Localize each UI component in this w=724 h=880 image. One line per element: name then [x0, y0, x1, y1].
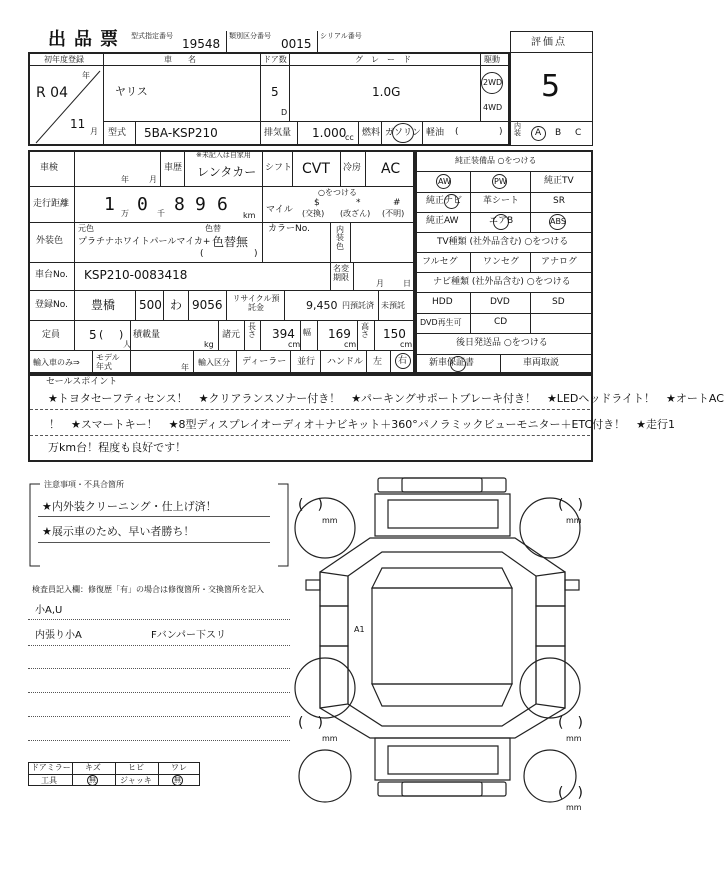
size-label: 諸元 — [222, 330, 241, 340]
handle-label: ハンドル — [327, 357, 364, 367]
type-no-label: 型式指定番号 — [131, 32, 173, 40]
history-label: 車歴 — [164, 163, 183, 173]
legend-tools: 工具 — [41, 776, 57, 785]
load-label: 積載量 — [133, 330, 161, 340]
send-warranty: 新車保証書 — [429, 358, 475, 368]
displacement-unit: cc — [345, 133, 354, 142]
grade-label: グ レ ー ド — [355, 55, 411, 64]
serial-label: シリアル番号 — [320, 32, 362, 40]
unk-sym: # — [393, 198, 401, 208]
mileage-digit: 6 — [217, 194, 228, 215]
recycle-not: 未預託 — [381, 301, 405, 310]
class-no-label: 類別区分番号 — [229, 32, 271, 40]
first-reg-label: 初年度登録 — [44, 55, 84, 64]
fuel-gas: ガソリン — [385, 128, 422, 138]
displacement-label: 排気量 — [264, 128, 292, 138]
tv-oneseg: ワンセグ — [483, 257, 520, 267]
dvd-cd: CD — [494, 317, 508, 327]
dvd-play: DVD再生可 — [420, 318, 462, 327]
inspector-label: 検査員記入欄：修復歴「有」の場合は修復箇所・交換箇所を記入 — [32, 585, 264, 594]
equip-genuine-aw: 純正AW — [426, 216, 459, 226]
history-value: レンタカー — [197, 165, 257, 179]
notes-line-1: ★内外装クリーニング・仕上げ済！ — [42, 500, 217, 513]
model-label: 型式 — [108, 128, 127, 138]
recycle-amount: 9,450 — [306, 299, 338, 312]
unk-label: (不明) — [382, 209, 405, 218]
inspector-line-2a: 内張り小A — [35, 630, 82, 641]
orig-color: プラチナホワイトパールマイカ+ — [78, 237, 211, 247]
legend-jack-value: 無 — [174, 776, 181, 784]
sales-line-3: 万km台！程度も良好です！ — [48, 441, 187, 454]
orig-color-label: 元色 — [78, 224, 94, 233]
reg-label: 登録No. — [35, 300, 68, 310]
model-year-label: モデル年式 — [96, 353, 120, 371]
car-name: ヤリス — [115, 85, 148, 98]
chassis-label: 車台No. — [35, 270, 68, 280]
doors-value: 5 — [271, 85, 279, 99]
navi-dvd: DVD — [490, 297, 510, 307]
model-year-suffix: 年 — [181, 363, 189, 372]
equip-title: 純正装備品 ○をつける — [455, 156, 537, 165]
shift-value: CVT — [302, 161, 330, 177]
class-no-value: 0015 — [281, 37, 312, 51]
height-cm: cm — [400, 340, 413, 349]
fuel-label: 燃料 — [362, 128, 381, 138]
reg-class: 500 — [139, 298, 162, 312]
mile-label: マイル — [266, 205, 293, 215]
shaken-month: 月 — [149, 175, 157, 184]
import-dealer: ディーラー — [242, 357, 287, 367]
alt-label: (改ざん) — [340, 209, 371, 218]
width-cm: cm — [344, 340, 357, 349]
reg-num: 9056 — [192, 298, 223, 312]
interior-c: C — [575, 128, 582, 138]
send-manual: 車両取説 — [523, 358, 560, 368]
tv-analog: アナログ — [541, 257, 578, 267]
first-reg-year-unit: 年 — [82, 71, 90, 80]
navi-title: ナビ種類 (社外品含む) ○をつける — [433, 277, 571, 287]
person-unit: 人 — [123, 340, 131, 349]
mileage-digit: 1 — [104, 194, 115, 215]
equip-tv: 純正TV — [544, 176, 574, 186]
handle-right: 右 — [398, 356, 408, 366]
color-no-label: カラーNo. — [268, 224, 310, 234]
import-parallel: 並行 — [297, 357, 316, 367]
paint-value: 色替無 — [212, 235, 249, 249]
import-class-label: 輸入区分 — [198, 358, 230, 367]
first-reg-month-unit: 月 — [90, 127, 98, 136]
fuel-diesel: 軽油 — [426, 128, 445, 138]
type-no-value: 19548 — [182, 37, 221, 51]
interior-b: B — [555, 128, 562, 138]
equip-leather: 革シート — [483, 196, 520, 206]
legend-crack: ヒビ — [128, 763, 144, 772]
shift-label: シフト — [265, 163, 293, 173]
load-kg: kg — [204, 340, 214, 349]
exch-sym: $ — [314, 198, 320, 208]
tv-fullseg: フルセグ — [422, 257, 458, 267]
navi-hdd: HDD — [432, 297, 453, 307]
exch-label: (交換) — [302, 209, 325, 218]
height-label: 高さ — [361, 322, 369, 339]
damage-mark-a1: A1 — [354, 625, 365, 634]
shaken-label: 車検 — [40, 163, 59, 173]
tire-fr-mm: mm — [566, 516, 582, 525]
transfer-label: 名変期限 — [333, 264, 349, 282]
color-label: 外装色 — [36, 236, 64, 246]
interior-label: 内装 — [514, 122, 521, 137]
recycle-done: 円預託済 — [342, 301, 374, 310]
drive-2wd: 2WD — [483, 78, 503, 87]
model-value: 5BA-KSP210 — [144, 126, 218, 140]
eval-score: 5 — [541, 69, 561, 104]
legend-jack: ジャッキ — [120, 776, 152, 785]
first-reg-era: R 04 — [36, 85, 68, 101]
reg-area: 豊橋 — [91, 298, 116, 312]
sales-line-2: ！ ★スマートキー！ ★8型ディスプレイオーディオ＋ナビキット＋360°パノラミックビューモニター＋ETC付き！ ★走行1 — [49, 418, 676, 431]
ac-value: AC — [381, 161, 401, 177]
legend-tools-value: 無 — [89, 776, 96, 784]
first-reg-month: 11 — [70, 117, 86, 131]
drive-4wd: 4WD — [483, 103, 503, 112]
sales-line-1: ★トヨタセーフティセンス！ ★クリアランスソナー付き！ ★パーキングサポートブレーキ付き！ ★LEDヘッドライト！ ★オートAC — [48, 392, 724, 405]
mileage-digit: 0 — [137, 194, 148, 215]
shaken-year: 年 — [121, 175, 129, 184]
width-value: 169 — [328, 327, 351, 341]
mileage-digit: 9 — [195, 194, 206, 215]
legend-scratch: キズ — [85, 763, 101, 772]
mileage-man: 万 — [121, 209, 129, 218]
equip-aw: AW — [438, 177, 451, 186]
mileage-opts-note: ○をつける — [318, 188, 357, 197]
mileage-label: 走行距離 — [33, 199, 70, 209]
ac-label: 冷房 — [343, 163, 362, 173]
tire-spare-mm: mm — [566, 803, 582, 812]
notes-line-2: ★展示車のため、早い者勝ち！ — [42, 525, 195, 538]
width-label: 幅 — [303, 328, 311, 337]
chassis-value: KSP210-0083418 — [84, 268, 188, 282]
doors-label: ドア数 — [263, 55, 287, 64]
tire-fl-mm: mm — [322, 516, 338, 525]
length-value: 394 — [272, 327, 295, 341]
legend-door-mirror: ドアミラー — [31, 763, 71, 772]
equip-navi: 純正ナビ — [426, 196, 463, 206]
legend-break: ワレ — [171, 763, 187, 772]
car-diagram — [290, 476, 600, 816]
drive-label: 駆動 — [484, 55, 500, 64]
car-name-label: 車 名 — [164, 55, 196, 64]
reg-kana: わ — [170, 298, 183, 312]
inspector-line-2b: Fバンパー下スリ — [151, 630, 227, 641]
alt-sym: * — [356, 198, 361, 208]
mileage-km: km — [243, 211, 256, 220]
send-title: 後日発送品 ○をつける — [456, 338, 548, 348]
equip-sr: SR — [553, 196, 565, 206]
capacity-value: 5 — [89, 328, 97, 342]
grade-value: 1.0G — [372, 85, 401, 99]
doors-suffix: D — [281, 108, 288, 117]
import-label: 輸入車のみ⇒ — [33, 358, 80, 367]
len-label: 長さ — [248, 322, 256, 339]
transfer-day: 日 — [403, 279, 411, 288]
sales-label: セールスポイント — [46, 377, 118, 387]
tire-rr-mm: mm — [566, 734, 582, 743]
transfer-month: 月 — [376, 279, 384, 288]
mileage-sen: 千 — [157, 209, 165, 218]
capacity-label: 定員 — [42, 330, 61, 340]
height-value: 150 — [383, 327, 406, 341]
displacement-value: 1.000 — [312, 126, 347, 140]
tv-title: TV種類 (社外品含む) ○をつける — [437, 237, 569, 247]
equip-airbag: エアB — [489, 216, 514, 226]
notes-label: 注意事項・不具合箇所 — [44, 480, 124, 489]
tire-rl-mm: mm — [322, 734, 338, 743]
interior-a: A — [535, 128, 542, 138]
length-cm: cm — [288, 340, 301, 349]
mileage-digit: 8 — [174, 194, 185, 215]
navi-sd: SD — [552, 297, 565, 307]
sheet-title: 出品票 — [48, 29, 126, 50]
handle-left: 左 — [373, 357, 383, 367]
int-color-label: 内装色 — [336, 225, 344, 251]
paint-label: 色替 — [205, 224, 221, 233]
inspector-line-1: 小A,U — [35, 605, 63, 616]
eval-label: 評価点 — [531, 37, 567, 48]
equip-pw: PW — [494, 177, 507, 186]
history-note: ※未記入は自家用 — [196, 151, 251, 159]
equip-abs: ABS — [550, 217, 566, 226]
recycle-label: リサイクル預託金 — [232, 294, 280, 313]
